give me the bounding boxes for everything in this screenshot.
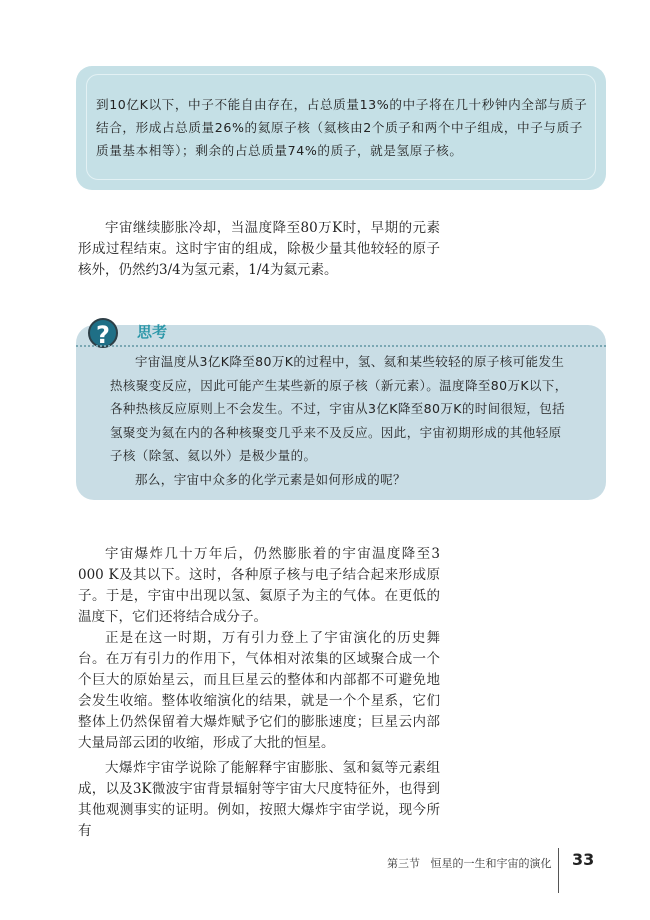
paragraph-gravity: 正是在这一时期，万有引力登上了宇宙演化的历史舞台。在万有引力的作用下，气体相对浓集的区域聚合成一个个巨大的原始星云，而且巨星云的整体和内部都不可避免地会发生收缩。整体收缩演化的结果，就是一个个星系，它们整体上仍然保留着大爆炸赋予它们的膨胀速度；巨星云内部大量局部云团的收缩，形成了大批的恒星。 — [78, 630, 440, 751]
footer-section-title: 第三节 恒星的一生和宇宙的演化 — [387, 857, 552, 870]
paragraph-big-bang-evidence: 大爆炸宇宙学说除了能解释宇宙膨胀、氢和氦等元素组成，以及3K微波宇宙背景辐射等宇宙大尺度特征外，也得到其他观测事实的证明。例如，按照大爆炸宇宙学说，现今所有 — [78, 760, 440, 839]
info-box — [76, 66, 606, 190]
think-paragraph-2: 那么，宇宙中众多的化学元素是如何形成的呢？ — [135, 471, 406, 487]
page-number: 33 — [572, 850, 595, 869]
info-box-text: 到10亿K以下，中子不能自由存在，占总质量13%的中子将在几十秒钟内全部与质子结合，形成占总质量26%的氦原子核（氦核由2个质子和两个中子组成，中子与质子质量基本相等）；剩余的占总质量74%的质子，就是氢原子核。 — [96, 97, 588, 158]
paragraph-atom-formation: 宇宙爆炸几十万年后，仍然膨胀着的宇宙温度降至3 000 K及其以下。这时，各种原子核与电子结合起来形成原子。于是，宇宙中出现以氢、氦原子为主的气体。在更低的温度下，它们还将结合成分子。 — [78, 546, 440, 625]
question-mark-icon: ? — [88, 318, 118, 348]
dotted-divider — [76, 345, 606, 347]
think-paragraph-1: 宇宙温度从3亿K降至80万K的过程中，氢、氦和某些较轻的原子核可能发生热核聚变反应，因此可能产生某些新的原子核（新元素）。温度降至80万K以下，各种热核反应原则上不会发生。不过，宇宙从3亿K降至80万K的时间很短，包括氢聚变为氦在内的各种核聚变几乎来不及反应。因此，宇宙初期形成的其他轻原子核（除氢、氦以外）是极少量的。 — [110, 354, 568, 463]
think-box-text — [110, 350, 572, 491]
paragraph-element-formation: 宇宙继续膨胀冷却，当温度降至80万K时，早期的元素形成过程结束。这时宇宙的组成，除极少量其他较轻的原子核外，仍然约3/4为氢元素，1/4为氦元素。 — [78, 220, 440, 278]
footer-divider — [558, 848, 559, 893]
think-box-title: 思考 — [137, 323, 168, 341]
